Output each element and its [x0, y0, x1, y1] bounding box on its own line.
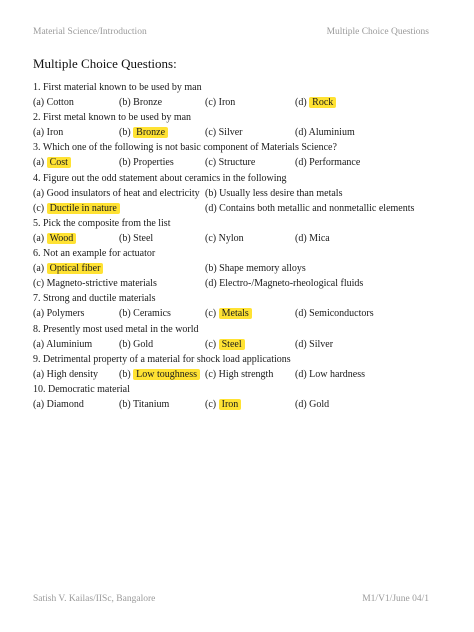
- option-text: Gold: [133, 338, 154, 350]
- option-letter: (b): [119, 368, 131, 380]
- highlighted-answer: Bronze: [133, 127, 168, 138]
- question-text: 5. Pick the composite from the list: [33, 217, 171, 229]
- option-row: [33, 306, 453, 321]
- answer-option: [33, 306, 84, 321]
- question-text: 7. Strong and ductile materials: [33, 293, 156, 305]
- option-text: Gold: [309, 398, 330, 410]
- option-text: Performance: [309, 157, 361, 169]
- option-row: [33, 155, 453, 170]
- footer-author: Satish V. Kailas/IISc, Bangalore: [33, 594, 156, 604]
- option-letter: (d): [295, 232, 307, 244]
- option-text: Structure: [218, 157, 256, 169]
- option-text: Aluminium: [308, 127, 355, 139]
- highlighted-answer: Metals: [219, 308, 252, 319]
- answer-option: [119, 95, 162, 110]
- question-text: 6. Not an example for actuator: [33, 248, 156, 260]
- answer-option: [295, 125, 355, 140]
- option-letter: (a): [33, 187, 45, 199]
- answer-option: [295, 306, 374, 321]
- answer-option: [205, 201, 414, 216]
- question-text: 2. First metal known to be used by man: [33, 112, 192, 124]
- answer-option: [295, 95, 336, 110]
- answer-option: [33, 125, 63, 140]
- option-text: Low hardness: [309, 368, 365, 380]
- option-row: [33, 397, 453, 412]
- option-letter: (b): [119, 97, 131, 109]
- answer-option: [205, 231, 244, 246]
- header-section: Multiple Choice Questions: [326, 27, 429, 37]
- answer-option: [295, 337, 333, 352]
- footer-page-id: M1/V1/June 04/1: [362, 594, 429, 604]
- option-text: Semiconductors: [309, 308, 374, 320]
- question-text: 1. First material known to be used by man: [33, 82, 202, 93]
- option-letter: (c): [33, 202, 45, 214]
- answer-option: [33, 231, 76, 246]
- option-row: [33, 201, 453, 216]
- option-text: Magneto-strictive materials: [46, 278, 157, 290]
- option-letter: (c): [205, 398, 217, 410]
- answer-option: [119, 306, 171, 321]
- option-letter: (a): [33, 368, 45, 380]
- option-row: [33, 276, 453, 291]
- option-letter: (a): [33, 127, 45, 139]
- answer-option: [205, 306, 252, 321]
- option-text: Usually less desire than metals: [219, 187, 343, 199]
- option-letter: (c): [33, 278, 45, 290]
- answer-option: [295, 397, 329, 412]
- option-text: Nylon: [218, 232, 244, 244]
- question-text: 9. Detrimental property of a material for shock load applications: [33, 353, 291, 365]
- option-letter: (a): [33, 157, 45, 169]
- option-text: Silver: [218, 127, 243, 139]
- answer-option: [33, 276, 157, 291]
- answer-option: [119, 155, 174, 170]
- answer-option: [205, 276, 363, 291]
- option-text: Mica: [309, 232, 330, 244]
- option-text: Contains both metallic and nonmetallic elements: [219, 202, 415, 214]
- answer-option: [119, 125, 168, 140]
- option-letter: (d): [205, 202, 217, 214]
- answer-option: [33, 337, 92, 352]
- option-text: Polymers: [46, 308, 85, 320]
- option-row: [33, 261, 453, 276]
- answer-option: [205, 337, 245, 352]
- answer-option: [205, 125, 243, 140]
- option-letter: (a): [33, 308, 45, 320]
- option-text: Good insulators of heat and electricity: [46, 187, 200, 199]
- option-text: Properties: [133, 157, 174, 169]
- answer-option: [205, 186, 342, 201]
- option-letter: (d): [295, 398, 307, 410]
- highlighted-answer: Rock: [309, 97, 336, 108]
- option-letter: (c): [205, 368, 217, 380]
- option-letter: (a): [33, 97, 45, 109]
- highlighted-answer: Optical fiber: [47, 263, 104, 274]
- highlighted-answer: Steel: [219, 339, 245, 350]
- answer-option: [33, 95, 74, 110]
- answer-option: [119, 231, 153, 246]
- option-text: High density: [46, 368, 98, 380]
- option-letter: (b): [119, 398, 131, 410]
- option-text: Iron: [46, 127, 64, 139]
- answer-option: [119, 337, 153, 352]
- highlighted-answer: Cost: [47, 157, 71, 168]
- answer-option: [33, 261, 103, 276]
- option-letter: (d): [295, 368, 307, 380]
- option-letter: (c): [205, 157, 217, 169]
- option-letter: (c): [205, 308, 217, 320]
- option-text: Steel: [133, 232, 154, 244]
- option-letter: (d): [295, 308, 307, 320]
- option-letter: (c): [205, 338, 217, 350]
- option-letter: (c): [205, 232, 217, 244]
- page-title: Multiple Choice Questions:: [33, 56, 177, 71]
- option-text: Silver: [309, 338, 334, 350]
- answer-option: [33, 186, 200, 201]
- answer-option: [205, 397, 241, 412]
- option-letter: (a): [33, 232, 45, 244]
- answer-option: [33, 397, 84, 412]
- option-text: Aluminium: [46, 338, 93, 350]
- question-text: 10. Democratic material: [33, 383, 130, 395]
- answer-option: [205, 261, 306, 276]
- highlighted-answer: Iron: [219, 399, 242, 410]
- option-row: [33, 186, 453, 201]
- option-text: Cotton: [46, 97, 74, 109]
- option-letter: (c): [205, 97, 217, 109]
- highlighted-answer: Wood: [47, 233, 77, 244]
- answer-option: [295, 367, 365, 382]
- highlighted-answer: Low toughness: [133, 369, 200, 380]
- option-row: [33, 231, 453, 246]
- answer-option: [33, 155, 71, 170]
- answer-option: [119, 367, 200, 382]
- option-text: High strength: [218, 368, 274, 380]
- option-letter: (a): [33, 338, 45, 350]
- option-text: Shape memory alloys: [219, 263, 306, 275]
- option-letter: (b): [119, 308, 131, 320]
- option-letter: (b): [119, 127, 131, 139]
- answer-option: [295, 155, 360, 170]
- option-row: [33, 337, 453, 352]
- option-letter: (d): [295, 127, 307, 139]
- option-letter: (a): [33, 398, 45, 410]
- option-text: Iron: [218, 97, 236, 109]
- question-list: [33, 80, 453, 412]
- option-row: [33, 125, 453, 140]
- question-text: 4. Figure out the odd statement about ceramics in the following: [33, 172, 287, 184]
- option-letter: (b): [119, 338, 131, 350]
- answer-option: [119, 397, 169, 412]
- option-row: [33, 95, 453, 110]
- answer-option: [33, 201, 120, 216]
- header-course: Material Science/Introduction: [33, 27, 147, 37]
- option-letter: (d): [295, 97, 307, 109]
- option-letter: (d): [295, 338, 307, 350]
- answer-option: [205, 367, 273, 382]
- option-letter: (b): [119, 157, 131, 169]
- option-text: Bronze: [133, 97, 163, 109]
- option-letter: (c): [205, 127, 217, 139]
- question-text: 3. Which one of the following is not basic component of Materials Science?: [33, 142, 337, 154]
- option-text: Diamond: [46, 398, 84, 410]
- highlighted-answer: Ductile in nature: [47, 203, 120, 214]
- option-text: Electro-/Magneto-rheological fluids: [219, 278, 364, 290]
- option-text: Ceramics: [133, 308, 171, 320]
- option-letter: (d): [205, 278, 217, 290]
- option-letter: (d): [295, 157, 307, 169]
- answer-option: [205, 95, 235, 110]
- option-text: Titanium: [133, 398, 170, 410]
- answer-option: [295, 231, 330, 246]
- option-letter: (b): [205, 187, 217, 199]
- answer-option: [33, 367, 98, 382]
- option-letter: (b): [119, 232, 131, 244]
- answer-option: [205, 155, 255, 170]
- option-letter: (a): [33, 263, 45, 275]
- option-row: [33, 367, 453, 382]
- option-letter: (b): [205, 263, 217, 275]
- question-text: 8. Presently most used metal in the world: [33, 323, 199, 335]
